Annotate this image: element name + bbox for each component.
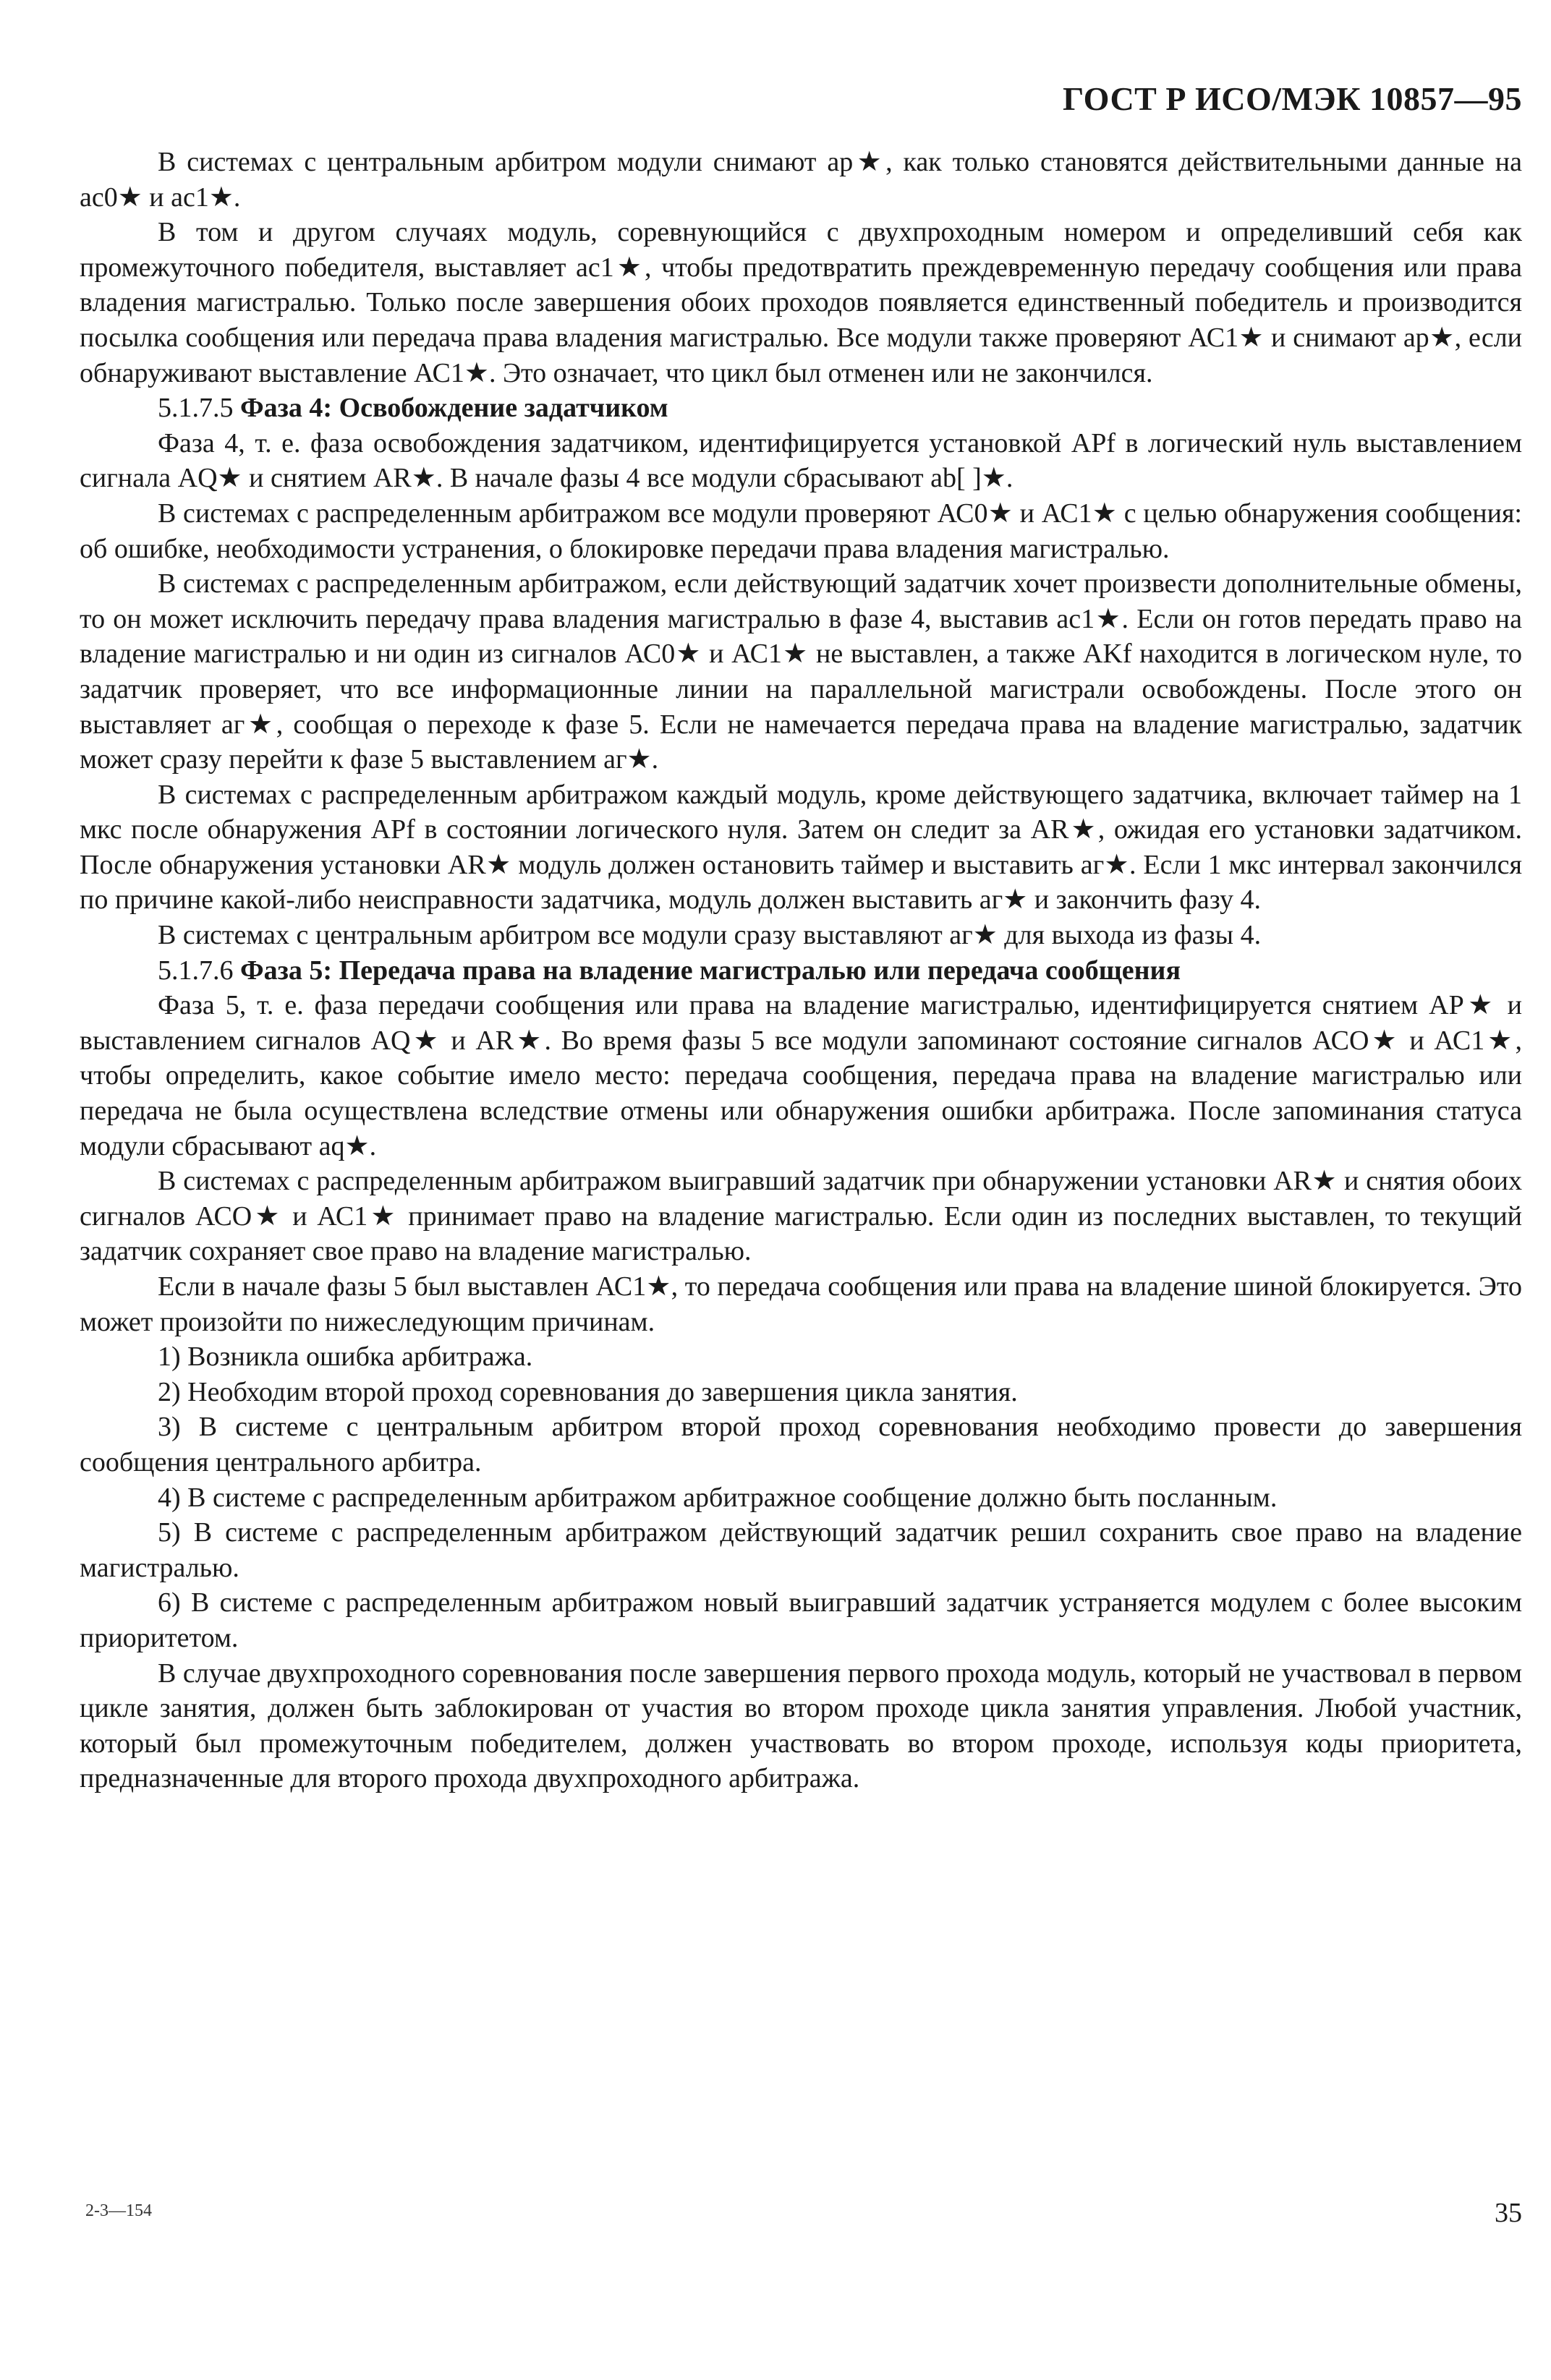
section-heading-5-1-7-5 — [80, 391, 1522, 426]
paragraph: В системах с центральным арбитром модули снимают ар★, как только становятся действительными данные на ас0★ и ас1★. — [80, 147, 1522, 213]
paragraph: Фаза 5, т. е. фаза передачи сообщения или права на владение магистралью, идентифицируется снятием AP★ и выставлением сигналов AQ★ и AR★. Во время фазы 5 все модули запоминают состояние сигналов АСО★ и АС1★, чтобы определить, какое событие имело место: передача сообщения, передача права на владение магистралью или передача не была осуществлена вследствие отмены или обнаружения ошибки арбитража. После запоминания статуса модули сбрасывают aq★. — [80, 990, 1522, 1161]
list-item: 5) В системе с распределенным арбитражом действующий задатчик решил сохранить свое право на владение магистралью. — [80, 1517, 1522, 1583]
section-number: 5.1.7.5 — [158, 393, 234, 424]
paragraph: В том и другом случаях модуль, соревнующийся с двухпроходным номером и определивший себя как промежуточного победителя, выставляет ас1★, чтобы предотвратить преждевременную передачу сообщения или права владения магистралью. Только после завершения обоих проходов появляется единственный победитель и производится посылка сообщения или передача права владения магистралью. Все модули также проверяют АС1★ и снимают ар★, если обнаруживают выставление АС1★. Это означает, что цикл был отменен или не закончился. — [80, 217, 1522, 388]
paragraph: В системах с распределенным арбитражом каждый модуль, кроме действующего задатчика, включает таймер на 1 мкс после обнаружения APf в состоянии логического нуля. Затем он следит за AR★, ожидая его установки задатчиком. После обнаружения установки AR★ модуль должен остановить таймер и выставить аг★. Если 1 мкс интервал закончился по причине какой-либо неисправности задатчика, модуль должен выставить аг★ и закончить фазу 4. — [80, 779, 1522, 916]
section-number: 5.1.7.6 — [158, 955, 234, 986]
paragraph: Если в начале фазы 5 был выставлен АС1★, то передача сообщения или права на владение шиной блокируется. Это может произойти по нижеследующим причинам. — [80, 1271, 1522, 1337]
paragraph: В системах с распределенным арбитражом, если действующий задатчик хочет произвести дополнительные обмены, то он может исключить передачу права владения магистралью в фазе 4, выставив ас1★. Если он готов передать право на владение магистралью и ни один из сигналов АС0★ и АС1★ не выставлен, а также AKf находится в логическом нуле, то задатчик проверяет, что все информационные линии на параллельной магистрали освобождены. После этого он выставляет аг★, сообщая о переходе к фазе 5. Если не намечается передача права на владение магистралью, задатчик может сразу перейти к фазе 5 выставлением аг★. — [80, 568, 1522, 775]
paragraph: В системах с центральным арбитром все модули сразу выставляют аг★ для выхода из фазы 4. — [158, 920, 1262, 951]
paragraph: Фаза 4, т. е. фаза освобождения задатчиком, идентифицируется установкой APf в логический нуль выставлением сигнала AQ★ и снятием AR★. В начале фазы 4 все модули сбрасывают ab[ ]★. — [80, 427, 1522, 494]
section-heading-5-1-7-6 — [80, 953, 1522, 989]
list-item: 6) В системе с распределенным арбитражом новый выигравший задатчик устраняется модулем с более высоким приоритетом. — [80, 1587, 1522, 1653]
list-item: 3) В системе с центральным арбитром второй проход соревнования необходимо провести до завершения сообщения центрального арбитра. — [80, 1412, 1522, 1477]
page-header-title: ГОСТ Р ИСО/МЭК 10857—95 — [1063, 80, 1522, 117]
section-title: Фаза 4: Освобождение задатчиком — [240, 393, 668, 424]
list-item: 2) Необходим второй проход соревнования до завершения цикла занятия. — [158, 1376, 1018, 1407]
list-item: 1) Возникла ошибка арбитража. — [158, 1342, 533, 1373]
list-item: 4) В системе с распределенным арбитражом арбитражное сообщение должно быть посланным. — [158, 1482, 1278, 1513]
document-body — [80, 145, 1522, 1796]
paragraph: В системах с распределенным арбитражом все модули проверяют АС0★ и АС1★ с целью обнаружения сообщения: об ошибке, необходимости устранения, о блокировке передачи права владения магистралью. — [80, 498, 1522, 564]
footer-print-code: 2-3—154 — [85, 2201, 152, 2220]
paragraph: В системах с распределенным арбитражом выигравший задатчик при обнаружении установки AR★ и снятия обоих сигналов АСО★ и АС1★ принимает право на владение магистралью. Если один из последних выставлен, то текущий задатчик сохраняет свое право на владение магистралью. — [80, 1166, 1522, 1267]
paragraph: В случае двухпроходного соревнования после завершения первого прохода модуль, который не участвовал в первом цикле занятия, должен быть заблокирован от участия во втором проходе цикла занятия управления. Любой участник, который был промежуточным победителем, должен участвовать во втором проходе, используя коды приоритета, предназначенные для второго прохода двухпроходного арбитража. — [80, 1658, 1522, 1794]
section-title: Фаза 5: Передача права на владение магистралью или передача сообщения — [240, 955, 1181, 986]
page-number: 35 — [1495, 2198, 1522, 2228]
